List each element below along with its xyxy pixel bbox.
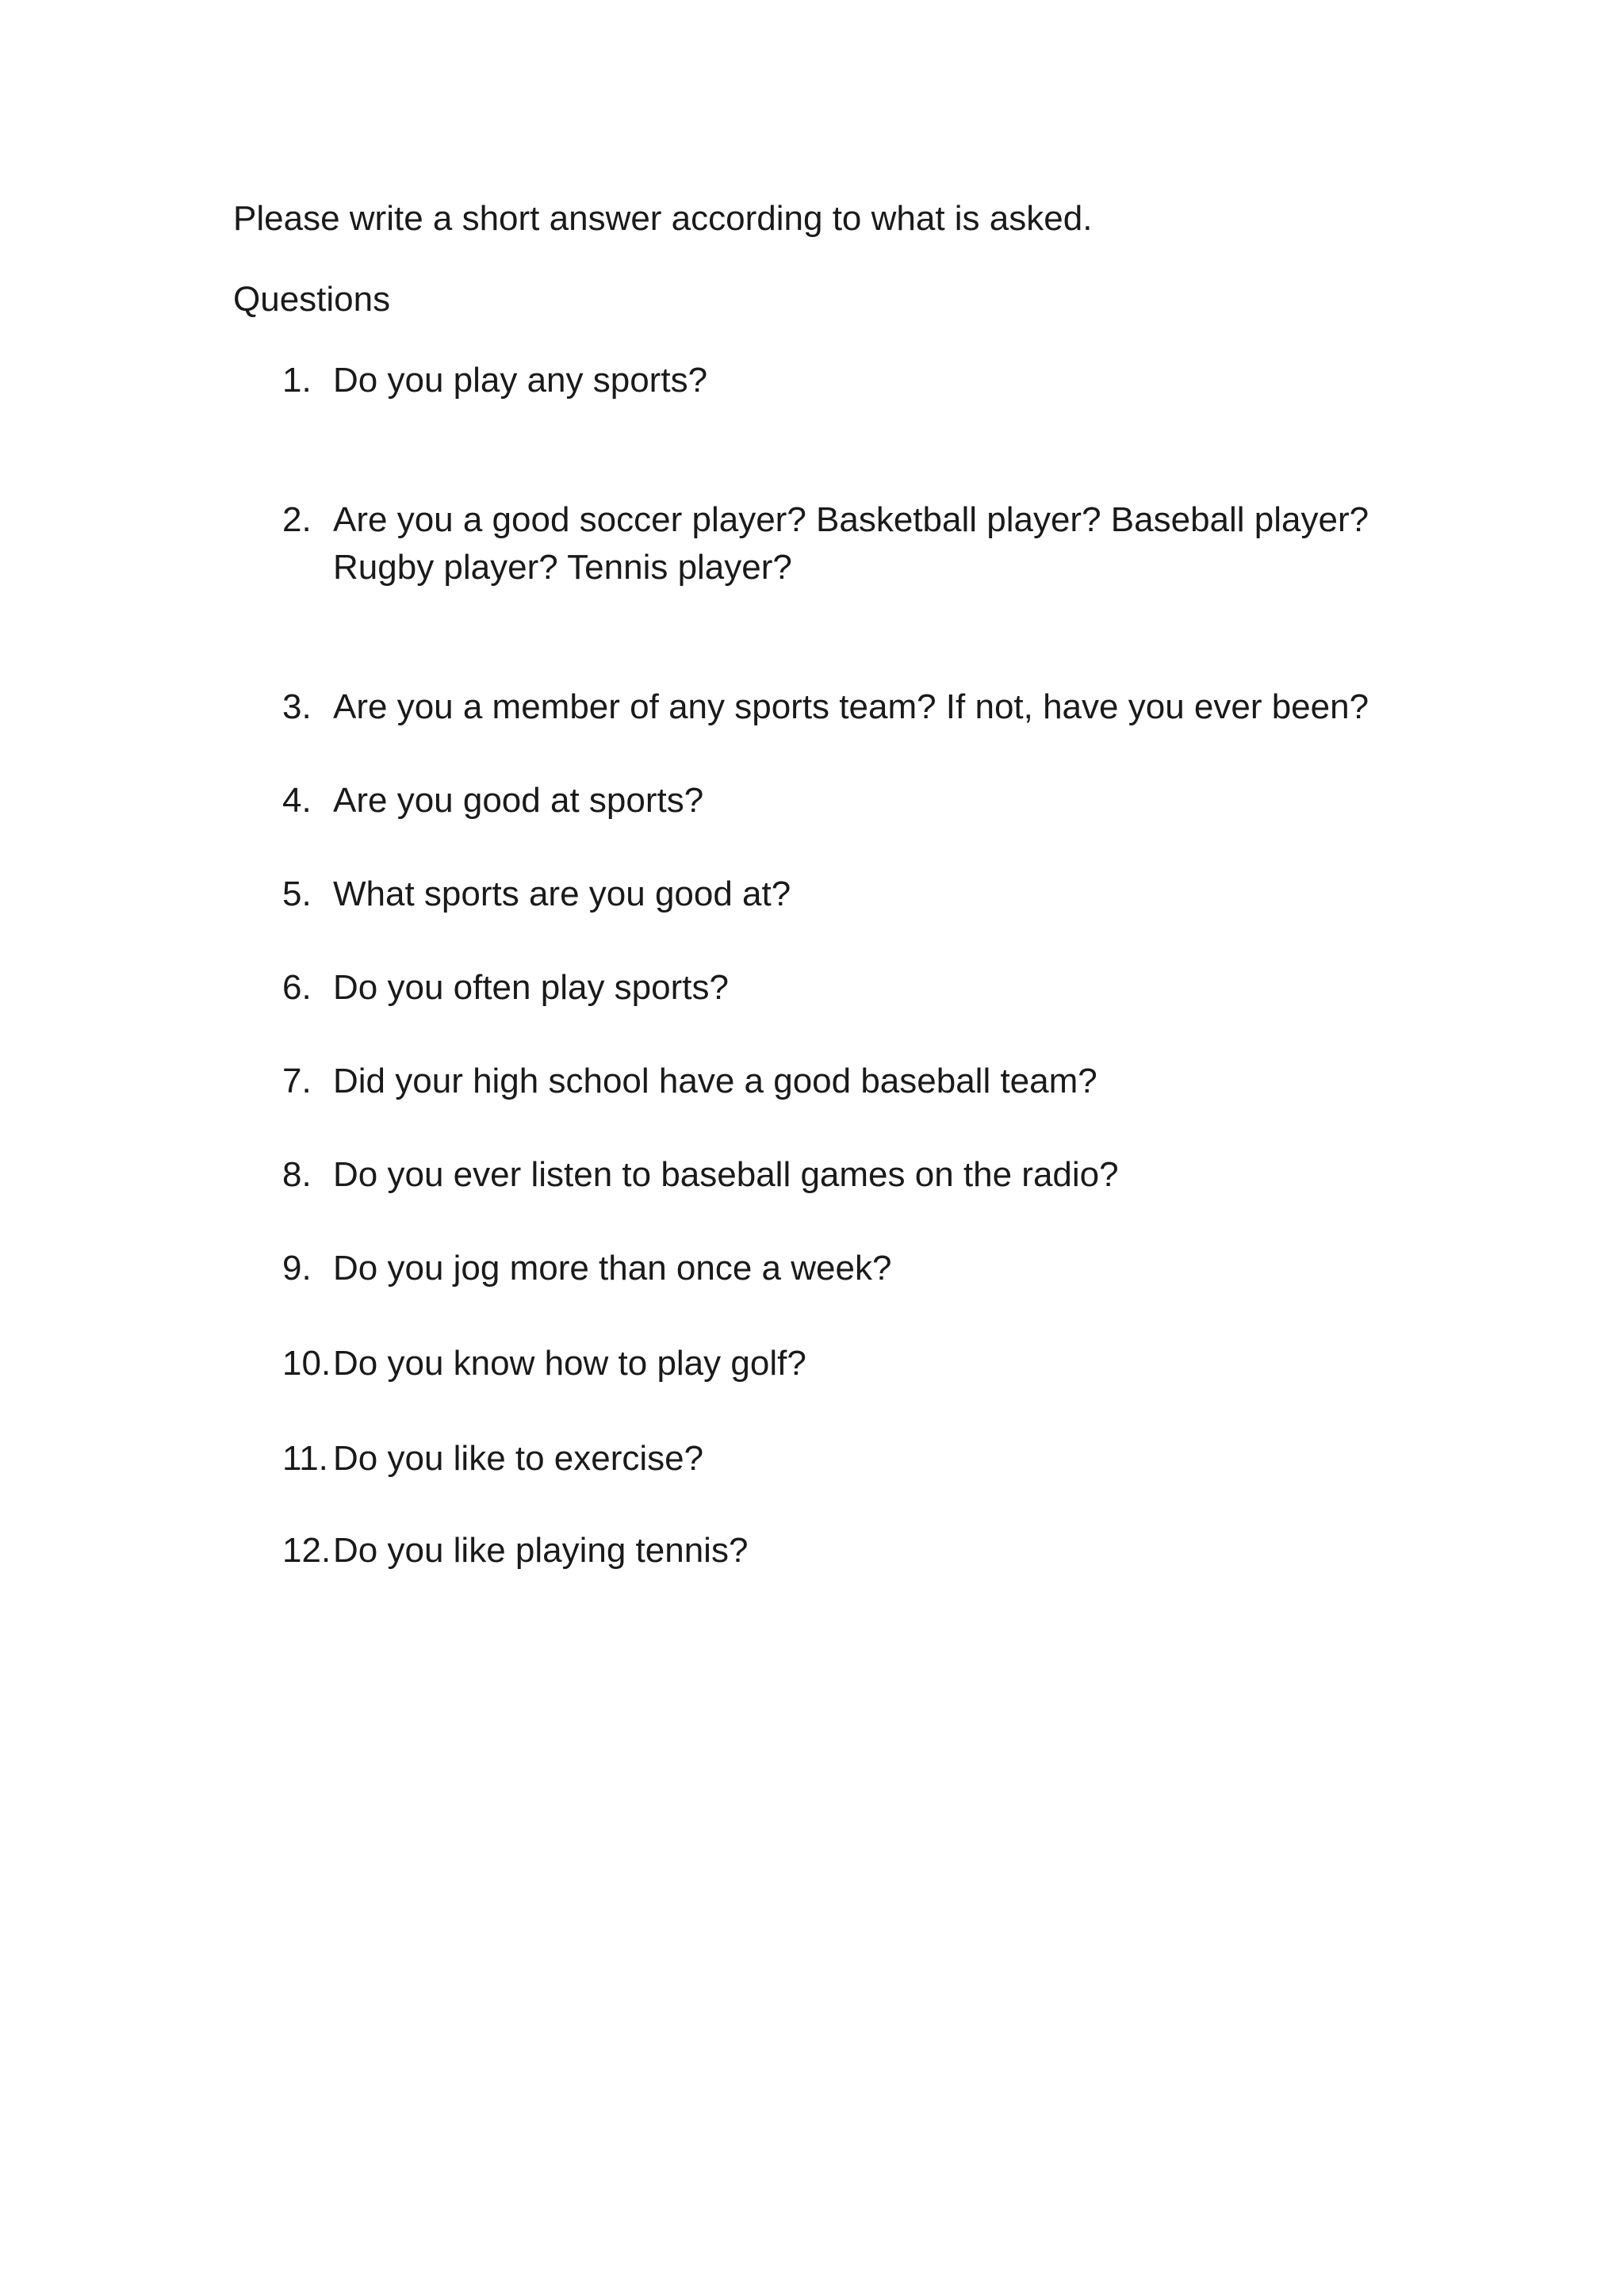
question-item — [282, 1245, 891, 1292]
instruction-text: Please write a short answer according to what is asked. — [233, 199, 1093, 238]
question-item — [282, 357, 707, 404]
question-number: 11. — [282, 1439, 328, 1478]
question-number: 4. — [282, 781, 312, 820]
question-number: 9. — [282, 1249, 312, 1288]
question-text: What sports are you good at? — [333, 874, 791, 913]
question-text: Do you play any sports? — [333, 361, 708, 400]
question-text: Did your high school have a good baseball team? — [333, 1062, 1097, 1100]
question-number: 2. — [282, 500, 312, 539]
question-number: 7. — [282, 1062, 312, 1100]
question-text: Do you like playing tennis? — [333, 1531, 749, 1570]
question-item — [282, 1151, 1119, 1199]
question-text: Are you a member of any sports team? If not, have you ever been? — [333, 687, 1369, 726]
question-item — [282, 871, 791, 918]
question-item — [282, 1058, 1097, 1105]
question-text: Do you know how to play golf? — [333, 1344, 806, 1383]
question-number: 3. — [282, 687, 312, 726]
question-number: 8. — [282, 1155, 312, 1194]
question-text: Rugby player? Tennis player? — [333, 548, 792, 587]
question-item — [282, 1527, 748, 1575]
question-item — [282, 496, 1369, 591]
question-number: 10. — [282, 1344, 331, 1383]
question-text: Are you good at sports? — [333, 781, 704, 820]
question-item — [282, 683, 1369, 731]
question-number: 5. — [282, 874, 312, 913]
question-text: Do you like to exercise? — [333, 1439, 704, 1478]
question-text: Do you jog more than once a week? — [333, 1249, 892, 1288]
question-item — [282, 777, 703, 825]
question-item — [282, 1340, 806, 1387]
question-text: Are you a good soccer player? Basketball player? Baseball player? — [333, 500, 1369, 539]
question-number: 12. — [282, 1531, 331, 1570]
question-item — [282, 1435, 703, 1483]
question-number: 6. — [282, 968, 312, 1007]
question-text: Do you ever listen to baseball games on the radio? — [333, 1155, 1119, 1194]
question-item — [282, 964, 729, 1012]
question-text: Do you often play sports? — [333, 968, 729, 1007]
question-number: 1. — [282, 361, 312, 400]
questions-heading: Questions — [233, 280, 391, 319]
